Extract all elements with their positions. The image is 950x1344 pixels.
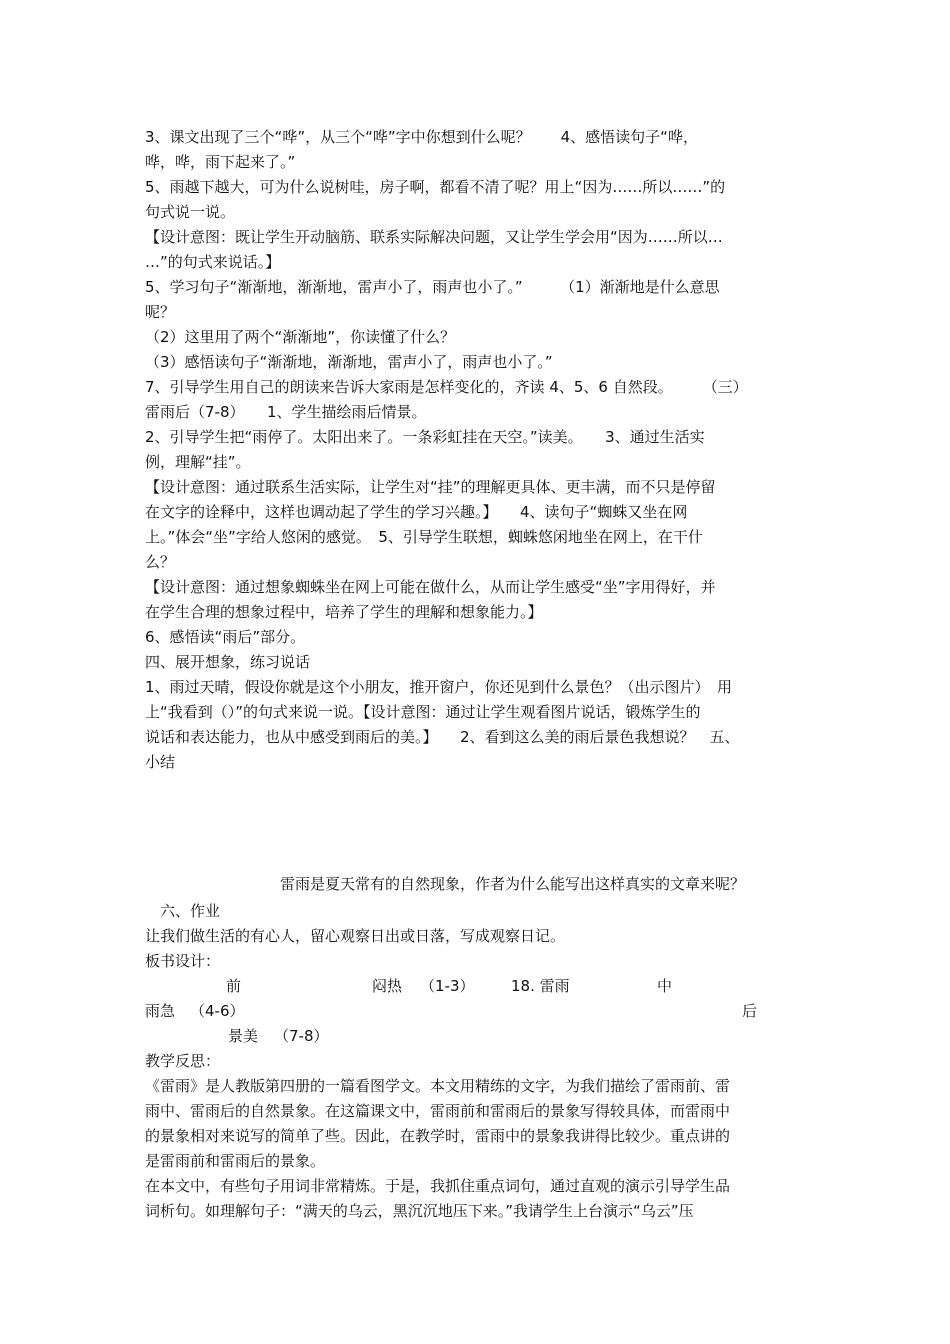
text-line: 的景象相对来说写的简单了些。因此，在教学时，雷雨中的景象我讲得比较少。重点讲的 (145, 1127, 731, 1145)
text-line: 说话和表达能力，也从中感受到雨后的美。】 2、看到这么美的雨后景色我想说？ 五、 (145, 728, 740, 746)
board-row-1 (0, 976, 950, 996)
text-line: 雨中、雷雨后的自然景象。在这篇课文中，雷雨前和雷雨后的景象写得较具体，而雷雨中 (145, 1102, 731, 1120)
text-line: 在本文中，有些句子用词非常精炼。于是，我抓住重点词句，通过直观的演示引导学生品 (145, 1177, 731, 1195)
design-intent-line: 在学生合理的想象过程中，培养了学生的理解和想象能力。】 (145, 603, 543, 621)
text-line: 上“我看到（）”的句式来说一说。【设计意图：通过让学生观看图片说话，锻炼学生的 (145, 703, 701, 721)
homework-text: 让我们做生活的有心人，留心观察日出或日落，写成观察日记。 (145, 927, 566, 945)
text-line: 雷雨后（7-8） 1、学生描绘雨后情景。 (145, 403, 427, 421)
text-line: 哗，哗，雨下起来了。” (145, 153, 296, 171)
text-line: 呢？ (145, 303, 176, 321)
text-line: 7、引导学生用自己的朗读来告诉大家雨是怎样变化的，齐读 4、5、6 自然段。 （三） (145, 378, 748, 396)
board-muggy-range: （1-3） (420, 977, 475, 995)
board-row-2 (0, 1001, 950, 1021)
text-line: 上。”体会“坐”字给人悠闲的感觉。 5、引导学生联想，蜘蛛悠闲地坐在网上，在干什 (145, 528, 703, 546)
section-heading: 四、展开想象，练习说话 (145, 653, 311, 671)
text-line: 句式说一说。 (145, 203, 236, 221)
text-line: 2、引导学生把“雨停了。太阳出来了。一条彩虹挂在天空。”读美。 3、通过生活实 (145, 428, 705, 446)
text-line: 《雷雨》是人教版第四册的一篇看图学文。本文用精练的文字，为我们描绘了雷雨前、雷 (145, 1077, 731, 1095)
text-line: 么？ (145, 553, 176, 571)
board-muggy: 闷热 (372, 977, 403, 995)
board-heavy: 雨急 (145, 1002, 176, 1020)
board-design-label: 板书设计： (145, 952, 221, 970)
board-row-3 (0, 1026, 950, 1046)
summary-question: 雷雨是夏天常有的自然现象，作者为什么能写出这样真实的文章来呢？ (280, 875, 746, 893)
text-line: 例，理解“挂”。 (145, 453, 251, 471)
text-line: （2）这里用了两个“渐渐地”，你读懂了什么？ (145, 328, 456, 346)
text-line: 3、课文出现了三个“哗”，从三个“哗”字中你想到什么呢？ 4、感悟读句子“哗， (145, 128, 698, 146)
board-middle: 中 (657, 977, 673, 995)
design-intent-line: 【设计意图：通过想象蜘蛛坐在网上可能在做什么，从而让学生感受“坐”字用得好，并 (145, 578, 716, 596)
section-heading: 小结 (145, 753, 176, 771)
board-beauty: 景美 (228, 1027, 259, 1045)
text-line: 5、学习句子“渐渐地，渐渐地，雷声小了，雨声也小了。” （1）渐渐地是什么意思 (145, 278, 720, 296)
text-line: 词析句。如理解句子：“满天的乌云，黑沉沉地压下来。”我请学生上台演示“乌云”压 (145, 1202, 694, 1220)
homework-heading: 六、作业 (160, 902, 221, 920)
board-before: 前 (226, 977, 242, 995)
text-line: （3）感悟读句子“渐渐地，渐渐地，雷声小了，雨声也小了。” (145, 353, 553, 371)
reflection-label: 教学反思： (145, 1052, 221, 1070)
board-heavy-range: （4-6） (190, 1002, 245, 1020)
design-intent-line: 【设计意图：通过联系生活实际，让学生对“挂”的理解更具体、更丰满，而不只是停留 (145, 478, 716, 496)
text-line: 5、雨越下越大，可为什么说树哇，房子啊，都看不清了呢？用上“因为……所以……”的 (145, 178, 726, 196)
board-beauty-range: （7-8） (274, 1027, 329, 1045)
board-after: 后 (742, 1002, 758, 1020)
text-line: 1、雨过天晴，假设你就是这个小朋友，推开窗户，你还见到什么景色？（出示图片） 用 (145, 678, 733, 696)
board-title: 18. 雷雨 (511, 977, 570, 995)
design-intent-line: 【设计意图：既让学生开动脑筋、联系实际解决问题，又让学生学会用“因为……所以… (145, 228, 723, 246)
design-intent-line: …”的句式来说话。】 (145, 253, 281, 271)
text-line: 是雷雨前和雷雨后的景象。 (145, 1152, 326, 1170)
design-intent-line: 在文字的诠释中，这样也调动起了学生的学习兴趣。】 4、读句子“蜘蛛又坐在网 (145, 503, 688, 521)
text-line: 6、感悟读“雨后”部分。 (145, 628, 306, 646)
